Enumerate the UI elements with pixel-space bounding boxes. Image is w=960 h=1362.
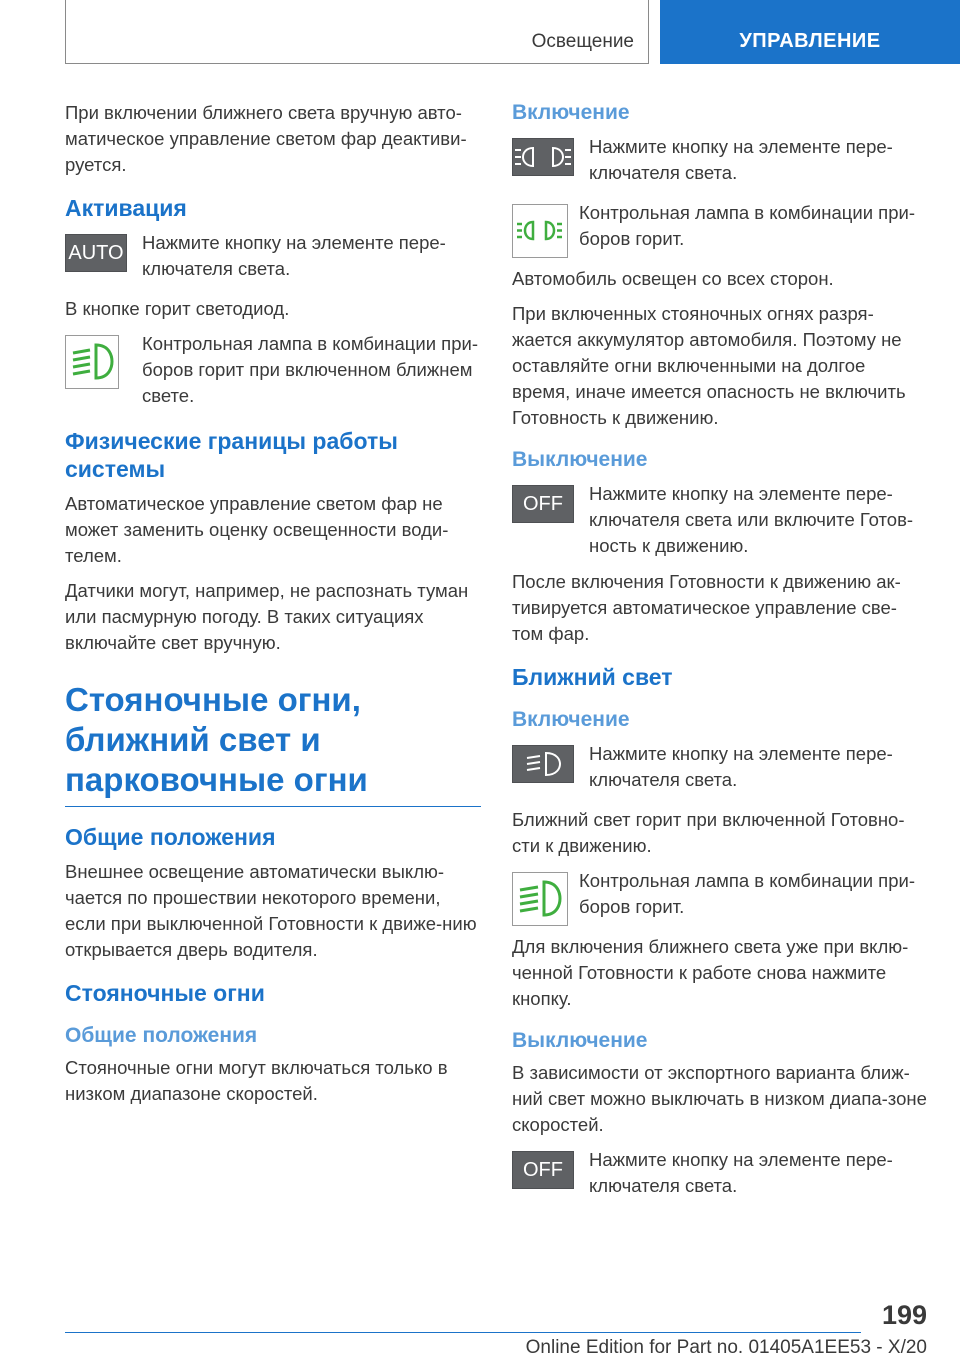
- main-section-title: Стояночные огни, ближний свет и парковочные огни: [65, 680, 481, 807]
- activation-lamp-text: Контрольная лампа в комбинации при-боров горит при включенном ближнем свете.: [142, 333, 478, 406]
- low-beam-heading: Ближний свет: [512, 664, 673, 690]
- parking-off-paragraph: После включения Готовности к движению ак-тивируется автоматическое управление све-том фар.: [512, 571, 901, 644]
- low-beam-lamp-text: Контрольная лампа в комбинации при-боров горит.: [579, 870, 915, 917]
- off-button-label: OFF: [523, 493, 563, 515]
- parking-on-heading: Включение: [512, 101, 630, 124]
- right-column: [512, 100, 927, 1213]
- activation-press-text: Нажмите кнопку на элементе пере-ключателя света.: [142, 232, 446, 279]
- footer-edition-text: Online Edition for Part no. 01405A1EE53 - X/20: [525, 1337, 927, 1358]
- left-column: [65, 100, 481, 1116]
- parking-lamp-row: [512, 200, 927, 256]
- low-beam-lamp-icon: [512, 872, 568, 926]
- header-section-title: Освещение: [531, 31, 634, 52]
- auto-button-icon: [65, 234, 127, 272]
- parking-off-press-text: Нажмите кнопку на элементе пере-ключателя света или включите Готов-ность к движению.: [589, 483, 914, 556]
- low-beam-lamp-row: [512, 868, 927, 924]
- parking-on-paragraph-1: Автомобиль освещен со всех сторон.: [512, 268, 834, 289]
- parking-lights-lamp-icon: [512, 204, 568, 258]
- off-button-icon: [512, 485, 574, 523]
- low-beam-off-press-text: Нажмите кнопку на элементе пере-ключателя света.: [589, 1149, 893, 1196]
- limits-paragraph-2: Датчики могут, например, не распознать туман или пасмурную погоду. В таких ситуациях включайте свет вручную.: [65, 580, 469, 653]
- parking-button-row: [512, 134, 927, 190]
- header-chapter-title: УПРАВЛЕНИЕ: [739, 30, 881, 52]
- low-beam-on-heading: Включение: [512, 708, 630, 731]
- general-paragraph: Внешнее освещение автоматически выклю-чается по прошествии некоторого времени, если при выключенной Готовности к движе-нию открывается дверь водителя.: [65, 861, 477, 960]
- auto-button-label: AUTO: [68, 242, 124, 264]
- low-beam-paragraph-3: В зависимости от экспортного варианта ближ-ний свет можно выключать в низком диапа-зоне скоростей.: [512, 1062, 927, 1135]
- intro-paragraph: При включении ближнего света вручную авто-матическое управление светом фар деактиви-руется.: [65, 102, 467, 175]
- parking-off-heading: Выключение: [512, 448, 648, 471]
- parking-lights-button-icon: [512, 138, 574, 176]
- activation-led-text: В кнопке горит светодиод.: [65, 298, 290, 319]
- parking-on-paragraph-2: При включенных стояночных огнях разря-жается аккумулятор автомобиля. Поэтому не оставляйте огни включенными на долгое время, иначе имеется опасность не включить Готовность к движению.: [512, 303, 906, 428]
- low-beam-paragraph-1: Ближний свет горит при включенной Готовно-сти к движению.: [512, 809, 905, 856]
- parking-general-heading: Общие положения: [65, 1024, 258, 1047]
- general-heading: Общие положения: [65, 824, 276, 850]
- low-beam-paragraph-2: Для включения ближнего света уже при вклю-ченной Готовности к работе снова нажмите кнопку.: [512, 936, 909, 1009]
- parking-on-press-text: Нажмите кнопку на элементе пере-ключателя света.: [589, 136, 893, 183]
- low-beam-off-button-icon: [512, 1151, 574, 1189]
- parking-lights-heading: Стояночные огни: [65, 980, 265, 1006]
- parking-lamp-text: Контрольная лампа в комбинации при-боров горит.: [579, 202, 915, 249]
- header-section-box: [65, 0, 649, 64]
- header-chapter-tab: [660, 0, 960, 64]
- footer-rule: [65, 1332, 861, 1333]
- auto-button-row: [65, 230, 481, 286]
- low-beam-off-button-label: OFF: [523, 1159, 563, 1181]
- low-beam-button-row: [512, 741, 927, 797]
- low-beam-button-icon: [512, 745, 574, 783]
- limits-heading: Физические границы работы системы: [65, 428, 398, 482]
- auto-headlight-lamp-icon: [65, 335, 119, 389]
- page-number: 199: [881, 1300, 927, 1330]
- limits-paragraph-1: Автоматическое управление светом фар не может заменить оценку освещенности води-телем.: [65, 493, 449, 566]
- auto-lamp-row: [65, 331, 481, 411]
- parking-general-paragraph: Стояночные огни могут включаться только в низком диапазоне скоростей.: [65, 1057, 448, 1104]
- low-beam-press-text: Нажмите кнопку на элементе пере-ключателя света.: [589, 743, 893, 790]
- activation-heading: Активация: [65, 195, 187, 221]
- low-beam-off-button-row: [512, 1147, 927, 1203]
- low-beam-off-heading: Выключение: [512, 1029, 648, 1052]
- parking-off-button-row: [512, 481, 927, 559]
